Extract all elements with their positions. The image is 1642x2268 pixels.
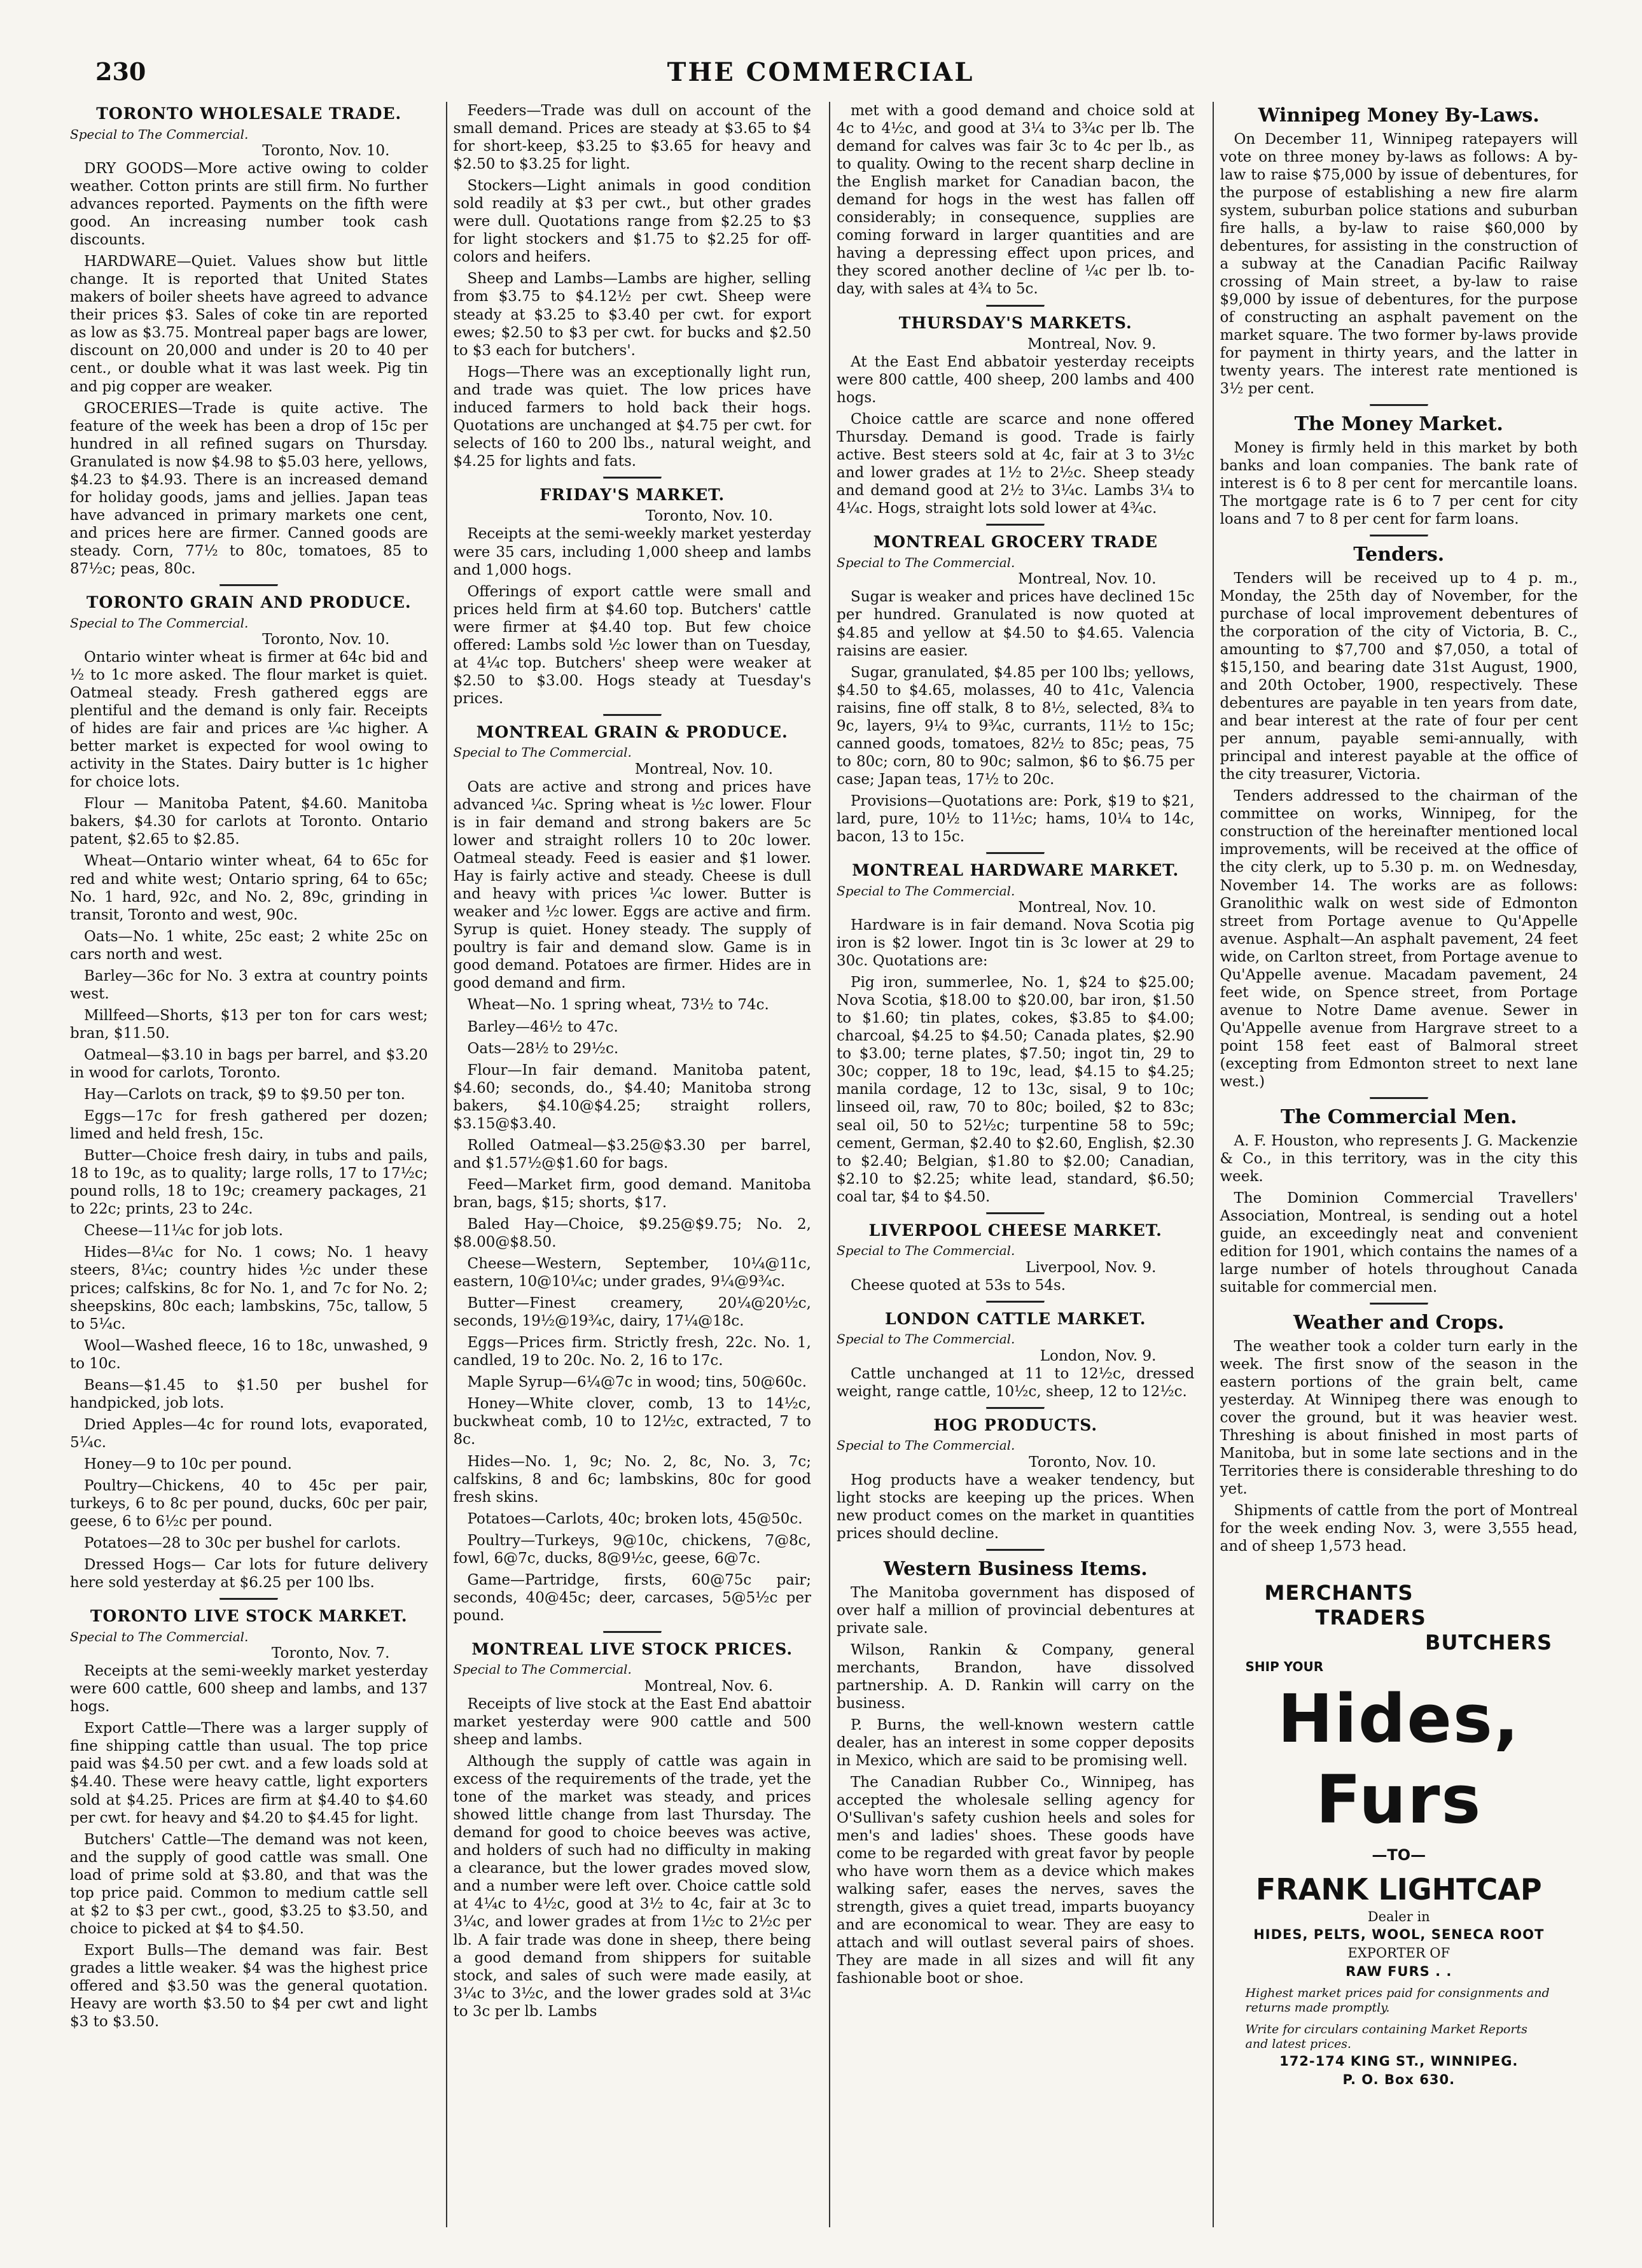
article-paragraph: Money is firmly held in this market by both banks and loan companies. The bank rate of interest is 6 to 8 per cent for mercantile loans. The mortgage rate is 6 to 7 per cent for city loans and 7 to 8 per cent for farm loans. — [1220, 439, 1578, 528]
article-paragraph: Hides—No. 1, 9c; No. 2, 8c, No. 3, 7c; calfskins, 8 and 6c; lambskins, 80c for good fresh skins. — [453, 1453, 811, 1506]
article-paragraph: Dressed Hogs— Car lots for future delivery here sold yesterday at $6.25 per 100 lbs. — [70, 1557, 428, 1592]
article-paragraph: Dried Apples—4c for round lots, evaporated, 5¼c. — [70, 1416, 428, 1451]
article — [70, 1598, 428, 2031]
article-paragraph: Feed—Market firm, good demand. Manitoba bran, bags, $15; shorts, $17. — [453, 1176, 811, 1211]
article-paragraph: Butter—Finest creamery, 20¼@20½c, seconds, 19½@19¾c, dairy, 17¼@18c. — [453, 1295, 811, 1330]
article-paragraph: Cheese—Western, September, 10¼@11c, eastern, 10@10¼c; under grades, 9¼@9¾c. — [453, 1256, 811, 1291]
article-special-line: Special to The Commercial. — [837, 1331, 1015, 1347]
section-divider — [986, 852, 1045, 855]
article-special-line: Special to The Commercial. — [70, 615, 249, 631]
article-paragraph: The Dominion Commercial Travellers' Association, Montreal, is sending out a hotel guide, an exceedingly neat and convenient edition for 1901, which contains the names of a large number of hotels throughout Canada suitable for commercial men. — [1220, 1189, 1578, 1296]
article-paragraph: Oats—No. 1 white, 25c east; 2 white 25c on cars north and west. — [70, 928, 428, 963]
article-paragraph: Although the supply of cattle was again in excess of the requirements of the trade, yet the tone of the market was steady, and prices showed little change from last Thursday. The demand for good to choice beeves was active, and holders of such had no difficulty in making a clearance, but the lower grades moved slow, and a number were left over. Choice cattle sold at 4¼c to 4½c, good at 3½ to 4c, fair at 3c to 3¼c, and lower grades at from 1½c to 2½c per lb. A fair trade was done in sheep, there being a good demand from shippers for suitable stock, and sales of such were made easily, at 3¼c to 3½c, and the lower grades sold at 3¼c to 3c per lb. Lambs — [453, 1753, 811, 2020]
article-title: THURSDAY'S MARKETS. — [898, 313, 1132, 332]
article-paragraph: Honey—White clover, comb, 13 to 14½c, buckwheat comb, 10 to 12½c, extracted, 7 to 8c. — [453, 1396, 811, 1448]
article-dateline: Toronto, Nov. 10. — [262, 142, 390, 159]
article-paragraph: Cheese—11¼c for job lots. — [84, 1222, 284, 1240]
ad-goods: HIDES, PELTS, WOOL, SENECA ROOT — [1253, 1927, 1545, 1943]
article-paragraph: Flour—In fair demand. Manitoba patent, $4.60; seconds, do., $4.40; Manitoba strong bakers, $4.10@$4.25; straight rollers, $3.15@$3.40. — [453, 1061, 811, 1132]
article-paragraph: Feeders—Trade was dull on account of the small demand. Prices are steady at $3.65 to $4 for short-keep, $3.25 to $3.65 for heavy and $2.50 to $3.25 for light. — [453, 102, 811, 173]
article-paragraph: Shipments of cattle from the port of Montreal for the week ending Nov. 3, were 3,555 head, and of sheep 1,573 head. — [1220, 1502, 1578, 1555]
article-paragraph: On December 11, Winnipeg ratepayers will vote on three money by-laws as follows: A by-law to raise $75,000 by issue of debentures, for the purpose of establishing a new fire alarm system, suburban police stations and suburban fire halls, a by-law to raise $60,000 by debentures, for assisting in the construction of a subway at the Canadian Pacific Railway crossing of Main street, a by-law to raise $9,000 by issue of debentures, for the purpose of constructing an asphalt pavement on the market square. The two former by-laws provide for payment in thirty years, and the latter in twenty years. The interest rate mentioned is 3½ per cent. — [1220, 130, 1578, 398]
article-dateline: Montreal, Nov. 10. — [1018, 571, 1157, 588]
article-paragraph: Receipts of live stock at the East End abattoir market yesterday were 900 cattle and 500 sheep and lambs. — [453, 1695, 811, 1748]
article-paragraph: HARDWARE—Quiet. Values show but little change. It is reported that United States makers of boiler sheets have agreed to advance their prices $3. Sales of coke tin are reported as low as $3.75. Montreal paper bags are lower, discount on 20,000 and under is 20 to 40 per cent., or double what it was last week. Pig tin and pig copper are weaker. — [70, 253, 428, 395]
article-dateline: Toronto, Nov. 10. — [262, 631, 390, 648]
article — [1220, 104, 1578, 398]
article — [837, 1407, 1195, 1543]
column-1 — [70, 102, 428, 2227]
article-paragraph: Potatoes—Carlots, 40c; broken lots, 45@50c. — [467, 1510, 803, 1527]
masthead: THE COMMERCIAL — [667, 57, 975, 87]
page-header — [95, 57, 1546, 95]
article-paragraph: Export Cattle—There was a larger supply of fine shipping cattle than usual. The top price paid was $4.50 per cwt. and a few loads sold at $4.40. These were heavy cattle, light exporters sold at $4.25. Prices are firm at $4.40 to $4.60 per cwt. for heavy and $4.20 to $4.45 for light. — [70, 1720, 428, 1826]
article-title: FRIDAY'S MARKET. — [539, 485, 725, 504]
article-paragraph: Potatoes—28 to 30c per bushel for carlots. — [84, 1535, 401, 1552]
section-divider — [986, 1212, 1045, 1215]
ad-headline: Hides, Furs — [1277, 1679, 1520, 1838]
article-paragraph: Hog products have a weaker tendency, but light stocks are keeping up the prices. When new product comes on the market in quantities prices should decline. — [837, 1471, 1195, 1542]
article-title: Weather and Crops. — [1293, 1312, 1505, 1334]
article-paragraph: Oatmeal—$3.10 in bags per barrel, and $3.20 in wood for carlots, Toronto. — [70, 1046, 428, 1081]
article-paragraph: A. F. Houston, who represents J. G. Mackenzie & Co., in this territory, was in the city this week. — [1220, 1132, 1578, 1185]
article-paragraph: Hay—Carlots on track, $9 to $9.50 per ton. — [84, 1086, 405, 1103]
article-paragraph: The weather took a colder turn early in the week. The first snow of the season in the eastern portions of the grain belt, came yesterday. At Winnipeg there was enough to cover the ground, but it was heavier west. Threshing is about finished in most parts of Manitoba, but in some late sections and in the Territories there is considerable threshing to do yet. — [1220, 1338, 1578, 1498]
article-paragraph: Oats—28½ to 29½c. — [467, 1040, 619, 1057]
article-paragraph: The Canadian Rubber Co., Winnipeg, has accepted the wholesale selling agency for O'Sullivan's safety cushion heels and soles for men's and ladies' shoes. These goods have come to be regarded with great favor by people who have worn them as a device which makes walking safer, eases the nerves, saves the strength, gives a quiet tread, imparts buoyancy and are economical to wear. They are easy to attach and will outlast several pairs of shoes. They are made in all sizes and will fit any fashionable boot or shoe. — [837, 1774, 1195, 1987]
article-paragraph: Poultry—Chickens, 40 to 45c per pair, turkeys, 6 to 8c per pound, ducks, 60c per pair, geese, 6 to 6½c per pound. — [70, 1477, 428, 1530]
article — [1220, 1303, 1578, 1555]
article-paragraph: Wheat—No. 1 spring wheat, 73½ to 74c. — [467, 997, 769, 1014]
article-paragraph: Ontario winter wheat is firmer at 64c bid and ½ to 1c more asked. The flour market is quiet. Oatmeal steady. Fresh gathered eggs are plentiful and the demand is only fair. Receipts of hides are fair and prices are ¼c higher. A better market is expected for wool owing to activity in the States. Dairy butter is 1c higher for choice lots. — [70, 648, 428, 791]
article-title: MONTREAL GROCERY TRADE — [873, 533, 1158, 552]
article-paragraph: Tenders addressed to the chairman of the committee on works, Winnipeg, for the construction of the hereinafter mentioned local improvements, will be received at the office of the city clerk, up to 5.30 p. m. on Wednesday, November 14. The works are as follows: Granolithic walk on west side of Edmonton street from Portage avenue to Qu'Appelle avenue. Asphalt—An asphalt pavement, 24 feet wide, on Carlton street, from Portage avenue to Qu'Appelle avenue. Macadam pavement, 24 feet wide, on Spence street, from Portage avenue to Notre Dame avenue. Sewer in Qu'Appelle avenue from Hargrave street to a point 158 feet east of Balmoral street (excepting from Edmonton street to next lane west.) — [1220, 788, 1578, 1091]
article-title: LIVERPOOL CHEESE MARKET. — [868, 1221, 1162, 1240]
article — [454, 714, 812, 1625]
section-divider — [219, 584, 278, 587]
article-paragraph: Rolled Oatmeal—$3.25@$3.30 per barrel, and $1.57½@$1.60 for bags. — [453, 1137, 811, 1172]
article-dateline: Montreal, Nov. 9. — [1027, 336, 1157, 353]
section-divider — [986, 1301, 1045, 1303]
ad-line-butchers: BUTCHERS — [1424, 1630, 1552, 1655]
section-divider — [603, 714, 662, 717]
section-divider — [603, 477, 662, 479]
article — [1220, 535, 1578, 1091]
article-special-line: Special to The Commercial. — [837, 1243, 1015, 1259]
article-paragraph: met with a good demand and choice sold at 4c to 4½c, and good at 3¼ to 3¾c per lb. The demand for calves was fair 3c to 4c per lb., as to quality. Owing to the recent sharp decline in the English market for Canadian bacon, the demand for hogs in the west has fallen off considerably; in consequence, supplies are coming forward in larger quantities and are having a depressing effect upon prices, and they scored another decline of ¼c per lb. to-day, with sales at 4¾ to 5c. — [837, 102, 1195, 298]
article-paragraph: The Manitoba government has disposed of over half a million of provincial debentures at private sale. — [837, 1584, 1195, 1637]
article-paragraph: Baled Hay—Choice, $9.25@$9.75; No. 2, $8.00@$8.50. — [453, 1215, 811, 1251]
columns — [70, 102, 1578, 2227]
article-paragraph: DRY GOODS—More active owing to colder weather. Cotton prints are still firm. No further advances reported. Payments on the fifth were good. An increasing number took cash discounts. — [70, 160, 428, 249]
article — [837, 305, 1195, 518]
section-divider — [1370, 1097, 1428, 1100]
article — [1220, 1097, 1578, 1296]
article — [454, 477, 812, 708]
section-divider — [1370, 404, 1428, 407]
article-paragraph: Cattle unchanged at 11 to 12½c, dressed weight, range cattle, 10½c, sheep, 12 to 12½c. — [837, 1365, 1195, 1400]
article-paragraph: Butter—Choice fresh dairy, in tubs and pails, 18 to 19c, as to quality; large rolls, 17 to 17½c; pound rolls, 18 to 19c; creamery packages, 21 to 22c; prints, 23 to 24c. — [70, 1147, 428, 1218]
ad-line-traders: TRADERS — [1315, 1606, 1426, 1630]
article-paragraph: Beans—$1.45 to $1.50 per bushel for handpicked, job lots. — [70, 1376, 428, 1411]
article — [454, 102, 812, 470]
article-paragraph: Provisions—Quotations are: Pork, $19 to $21, lard, pure, 10½ to 11½c; hams, 10¼ to 14c, bacon, 13 to 15c. — [837, 792, 1195, 846]
article-paragraph: Tenders will be received up to 4 p. m., Monday, the 25th day of November, for the purchase of local improvement debentures of the corporation of the city of Victoria, B. C., amounting to $7,700 and $7,050, a total of $15,150, and bearing date 31st August, 1900, and 20th October, 1900, respectively. These debentures are payable in ten years from date, and bear interest at the rate of four per cent per annum, payable semi-annually, with principal and interest payable at the office of the city treasurer, Victoria. — [1220, 570, 1578, 783]
article-title: The Money Market. — [1294, 413, 1503, 436]
article-special-line: Special to The Commercial. — [453, 1662, 632, 1677]
ad-note-prices: Highest market prices paid for consignments and returns made promptly. — [1245, 1986, 1550, 2015]
article-paragraph: P. Burns, the well-known western cattle dealer, has an interest in some copper deposits in Mexico, which are said to be promising well. — [837, 1716, 1195, 1769]
article-title: TORONTO WHOLESALE TRADE. — [96, 104, 402, 123]
article-title: Winnipeg Money By-Laws. — [1258, 104, 1540, 127]
article — [837, 1549, 1195, 1988]
article-paragraph: Offerings of export cattle were small and prices held firm at $4.60 top. Butchers' cattle were firmer at $4.40 top. But few choice offered: Lambs sold ½c lower than on Tuesday, at 4¼c top. Butchers' sheep were weaker at $2.50 to $3.00. Hogs steady at Tuesday's prices. — [453, 583, 811, 707]
article-title: MONTREAL GRAIN & PRODUCE. — [476, 722, 788, 741]
article-paragraph: Pig iron, summerlee, No. 1, $24 to $25.00; Nova Scotia, $18.00 to $20.00, bar iron, $1.50 to $1.60; tin plates, cokes, $3.85 to $4.00; charcoal, $4.25 to $4.50; Canada plates, $2.90 to $3.00; terne plates, $7.50; ingot tin, 29 to 30c; copper, 18 to 19c, lead, $4.15 to $4.25; manila cordage, 12 to 13c, sisal, 9 to 10c; linseed oil, raw, 70 to 80c; boiled, $2 to 83c; seal oil, 50 to 52½c; turpentine 58 to 59c; cement, German, $2.40 to $2.60, English, $2.30 to $2.40; Belgian, $1.80 to $2.00; Canadian, $2.10 to $2.25; white lead, standard, $6.50; coal tar, $4 to $4.50. — [837, 974, 1195, 1205]
section-divider — [986, 305, 1045, 307]
section-divider — [219, 1598, 278, 1600]
section-divider — [986, 1407, 1045, 1410]
ad-line-merchants: MERCHANTS — [1264, 1581, 1414, 1606]
article-special-line: Special to The Commercial. — [837, 554, 1015, 570]
article-dateline: Toronto, Nov. 10. — [645, 508, 773, 525]
column-3 — [829, 102, 1195, 2227]
ad-to: —TO— — [1372, 1846, 1426, 1865]
article-title: TORONTO GRAIN AND PRODUCE. — [86, 593, 412, 612]
article-special-line: Special to The Commercial. — [70, 126, 249, 142]
article-paragraph: Oats are active and strong and prices have advanced ¼c. Spring wheat is ½c lower. Flour is in fair demand and strong bakers are 5c lower and straight rollers 10 to 20c lower. Oatmeal steady. Feed is easier and $1 lower. Hay is fairly active and steady. Cheese is dull and heavy with prices ¼c lower. Butter is weaker and ½c lower. Eggs are active and firm. Syrup is quiet. Honey steady. The supply of poultry is fair and demand slow. Game is in good demand. Potatoes are firmer. Hides are in good demand and firm. — [453, 778, 811, 992]
ad-po-box: P. O. Box 630. — [1342, 2071, 1456, 2087]
article-paragraph: Cheese quoted at 53s to 54s. — [851, 1277, 1066, 1294]
article-paragraph: Wool—Washed fleece, 16 to 18c, unwashed, 9 to 10c. — [70, 1337, 428, 1372]
article-special-line: Special to The Commercial. — [837, 1438, 1015, 1453]
article-special-line: Special to The Commercial. — [70, 1628, 249, 1644]
page-number: 230 — [95, 57, 146, 86]
article-paragraph: Hides—8¼c for No. 1 cows; No. 1 heavy steers, 8¼c; country hides ½c under these prices; calfskins, 8c for No. 1, and 7c for No. 2; sheepskins, 80c each; lambskins, 75c, tallow, 5 to 5¼c. — [70, 1244, 428, 1333]
article-paragraph: Sugar, granulated, $4.85 per 100 lbs; yellows, $4.50 to $4.65, molasses, 40 to 41c, Valencia raisins, fine off stalk, 8 to 8½, selected, 8¾ to 9c, layers, 9¼ to 9¾c, currants, 11½ to 15c; canned goods, tomatoes, 82½ to 85c; peas, 75 to 80c; corn, 80 to 90c; salmon, $6 to $6.75 per case; Japan teas, 17½ to 20c. — [837, 664, 1195, 788]
column-4 — [1213, 102, 1578, 2227]
article-paragraph: Eggs—Prices firm. Strictly fresh, 22c. No. 1, candled, 19 to 20c. No. 2, 16 to 17c. — [453, 1334, 811, 1369]
article-paragraph: Maple Syrup—6¼@7c in wood; tins, 50@60c. — [467, 1374, 807, 1391]
article — [837, 524, 1195, 846]
article-paragraph: GROCERIES—Trade is quite active. The feature of the week has been a drop of 15c per hundred in all refined sugars on Thursday. Granulated is now $4.98 to $5.03 here, yellows, $4.23 to $4.93. There is an increased demand for holiday goods, jams and jellies. Japan teas have advanced in primary markets one cent, and prices here are firmer. Canned goods are steady. Corn, 77½ to 80c, tomatoes, 85 to 87½c; peas, 80c. — [70, 400, 428, 577]
section-divider — [1370, 1303, 1428, 1305]
ad-exporter-of: EXPORTER OF — [1347, 1945, 1451, 1961]
article-paragraph: Wheat—Ontario winter wheat, 64 to 65c for red and white west; Ontario spring, 64 to 65c; No. 1 hard, 92c, and No. 2, 89c, grinding in transit, Toronto and west, 90c. — [70, 853, 428, 923]
article — [837, 1301, 1195, 1401]
article — [1220, 404, 1578, 528]
section-divider — [986, 1549, 1045, 1551]
article-title: MONTREAL HARDWARE MARKET. — [852, 861, 1179, 880]
article-dateline: Toronto, Nov. 7. — [271, 1645, 390, 1662]
article-paragraph: Choice cattle are scarce and none offered Thursday. Demand is good. Trade is fairly active. Best steers sold at 4c, fair at 3 to 3½c and lower grades at 1½ to 2½c. Sheep steady and demand good at 2½ to 3¼c. Lambs 3¼ to 4¼c. Hogs, straight lots sold lower at 4¾c. — [837, 411, 1195, 517]
article-paragraph: Receipts at the semi-weekly market yesterday were 600 cattle, 600 sheep and lambs, and 137 hogs. — [70, 1663, 428, 1716]
article-dateline: London, Nov. 9. — [1040, 1347, 1157, 1364]
article-paragraph: Eggs—17c for fresh gathered per dozen; limed and held fresh, 15c. — [70, 1108, 428, 1143]
article — [454, 1631, 812, 2020]
ad-address: 172-174 KING ST., WINNIPEG. — [1279, 2053, 1519, 2069]
article-paragraph: Honey—9 to 10c per pound. — [84, 1455, 292, 1473]
article-paragraph: Sugar is weaker and prices have declined 15c per hundred. Granulated is now quoted at $4.85 and yellow at $4.50 to $4.65. Valencia raisins are easier. — [837, 589, 1195, 659]
article-paragraph: Hogs—There was an exceptionally light run, and trade was quiet. The low prices have induced farmers to hold back their hogs. Quotations are unchanged at $4.75 per cwt. for selects of 160 to 200 lbs., natural weight, and $4.25 for lights and fats. — [453, 363, 811, 470]
article-paragraph: Poultry—Turkeys, 9@10c, chickens, 7@8c, fowl, 6@7c, ducks, 8@9½c, geese, 6@7c. — [453, 1532, 811, 1567]
article — [837, 102, 1195, 298]
article — [837, 1212, 1195, 1294]
article-dateline: Montreal, Nov. 6. — [644, 1677, 773, 1695]
article-paragraph: Barley—46½ to 47c. — [467, 1018, 618, 1035]
article-paragraph: Millfeed—Shorts, $13 per ton for cars west; bran, $11.50. — [70, 1007, 428, 1042]
article-title: MONTREAL LIVE STOCK PRICES. — [471, 1639, 793, 1658]
article-title: HOG PRODUCTS. — [933, 1415, 1098, 1434]
column-4-articles — [1220, 104, 1578, 1555]
article-special-line: Special to The Commercial. — [453, 745, 632, 760]
article-title: Western Business Items. — [883, 1557, 1148, 1580]
article-title: TORONTO LIVE STOCK MARKET. — [90, 1607, 408, 1626]
article-dateline: Liverpool, Nov. 9. — [1026, 1259, 1157, 1276]
section-divider — [986, 524, 1045, 526]
article-title: Tenders. — [1353, 543, 1445, 566]
article-paragraph: Sheep and Lambs—Lambs are higher, selling from $3.75 to $4.12½ per cwt. Sheep were steady at $3.25 to $3.40 per cwt. for export ewes; $2.50 to $3 per cwt. for bucks and $2.50 to $3 each for butchers'. — [453, 270, 811, 359]
ad-exports: RAW FURS . . — [1346, 1963, 1452, 1979]
article — [70, 104, 428, 578]
article-paragraph: At the East End abbatoir yesterday receipts were 800 cattle, 400 sheep, 200 lambs and 400 hogs. — [837, 354, 1195, 407]
article — [70, 584, 428, 1592]
ad-dealer-in: Dealer in — [1367, 1908, 1430, 1924]
ad-dealer-name: FRANK LIGHTCAP — [1255, 1872, 1542, 1907]
hides-furs-advertisement — [1220, 1581, 1578, 2088]
ad-note-circulars: Write for circulars containing Market Reports and latest prices. — [1245, 2022, 1527, 2051]
article-paragraph: Barley—36c for No. 3 extra at country points west. — [70, 967, 428, 1002]
ad-ship-your: SHIP YOUR — [1245, 1659, 1324, 1675]
article-title: LONDON CATTLE MARKET. — [884, 1309, 1146, 1328]
article-paragraph: Butchers' Cattle—The demand was not keen, and the supply of good cattle was small. One load of prime sold at $3.80, and that was the top price paid. Common to medium cattle sell at $2 to $3 per cwt., good, $3.25 to $3.50, and choice to picked at $4 to $4.50. — [70, 1831, 428, 1937]
article-dateline: Montreal, Nov. 10. — [634, 760, 773, 778]
section-divider — [603, 1631, 662, 1634]
article-paragraph: Hardware is in fair demand. Nova Scotia pig iron is $2 lower. Ingot tin is 3c lower at 29 to 30c. Quotations are: — [837, 917, 1195, 970]
article-paragraph: Export Bulls—The demand was fair. Best grades a little weaker. $4 was the highest price offered and $3.50 was the general quotation. Heavy are worth $3.50 to $4 per cwt and light $3 to $3.50. — [70, 1942, 428, 2031]
column-2 — [446, 102, 812, 2227]
article — [837, 852, 1195, 1206]
article-special-line: Special to The Commercial. — [837, 883, 1015, 899]
article-dateline: Toronto, Nov. 10. — [1029, 1453, 1157, 1471]
article-paragraph: Game—Partridge, firsts, 60@75c pair; seconds, 40@45c; deer, carcases, 5@5½c per pound. — [453, 1571, 811, 1624]
article-dateline: Montreal, Nov. 10. — [1018, 899, 1157, 916]
section-divider — [1370, 535, 1428, 537]
article-paragraph: Wilson, Rankin & Company, general merchants, Brandon, have dissolved partnership. A. D. Rankin will carry on the business. — [837, 1641, 1195, 1712]
article-paragraph: Stockers—Light animals in good condition sold readily at $3 per cwt., but other grades were dull. Quotations range from $2.25 to $3 for light stockers and $1.75 to $2.25 for off-colors and heifers. — [453, 178, 811, 266]
article-title: The Commercial Men. — [1281, 1106, 1517, 1129]
article-paragraph: Flour — Manitoba Patent, $4.60. Manitoba bakers, $4.30 for carlots at Toronto. Ontario patent, $2.65 to $2.85. — [70, 795, 428, 848]
article-paragraph: Receipts at the semi-weekly market yesterday were 35 cars, including 1,000 sheep and lambs and 1,000 hogs. — [453, 526, 811, 578]
